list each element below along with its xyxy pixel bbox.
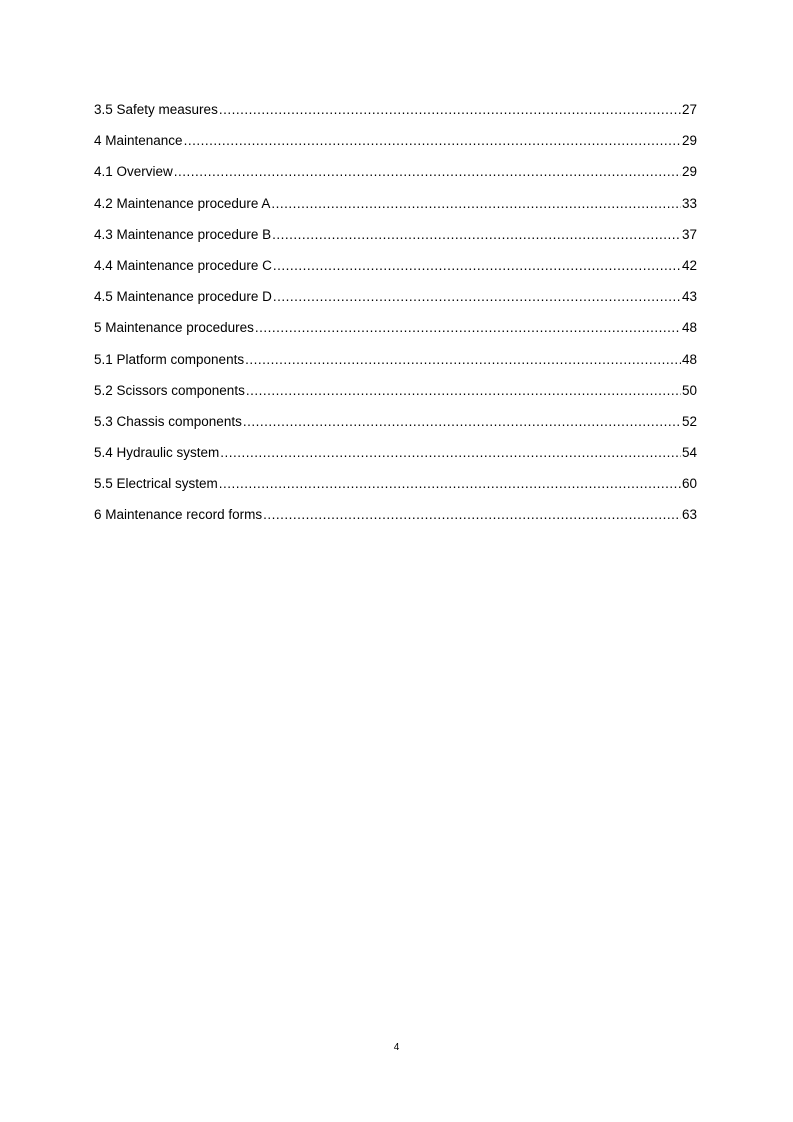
toc-entry[interactable] [94, 473, 697, 504]
toc-entry[interactable] [94, 380, 697, 411]
toc-leader-dots [271, 193, 681, 215]
toc-leader-dots [174, 161, 681, 183]
toc-entry-title: 4.3 Maintenance procedure B [94, 226, 272, 242]
toc-entry[interactable] [94, 286, 697, 317]
toc-entry-page: 52 [681, 413, 697, 429]
toc-entry-page: 37 [681, 226, 697, 242]
toc-entry-title: 4.5 Maintenance procedure D [94, 289, 272, 305]
toc-leader-dots [219, 473, 681, 495]
toc-leader-dots [246, 380, 681, 402]
toc-entry[interactable] [94, 161, 697, 192]
toc-entry-title: 5.1 Platform components [94, 351, 245, 367]
toc-entry[interactable] [94, 193, 697, 224]
toc-leader-dots [263, 504, 681, 526]
toc-entry-title: 6 Maintenance record forms [94, 507, 263, 523]
toc-entry[interactable] [94, 224, 697, 255]
toc-entry[interactable] [94, 504, 697, 535]
toc-entry[interactable] [94, 99, 697, 130]
toc-entry-title: 4.2 Maintenance procedure A [94, 195, 271, 211]
toc-entry[interactable] [94, 349, 697, 380]
toc-leader-dots [184, 130, 681, 152]
toc-leader-dots [273, 286, 681, 308]
toc-entry[interactable] [94, 411, 697, 442]
toc-entry-page: 50 [681, 382, 697, 398]
toc-entry-page: 33 [681, 195, 697, 211]
toc-leader-dots [245, 349, 681, 371]
toc-entry-title: 4 Maintenance [94, 133, 183, 149]
toc-leader-dots [255, 317, 681, 339]
toc-leader-dots [243, 411, 681, 433]
toc-entry-page: 60 [681, 476, 697, 492]
toc-entry-title: 5.4 Hydraulic system [94, 445, 220, 461]
toc-entry-title: 4.4 Maintenance procedure C [94, 257, 272, 273]
toc-entry[interactable] [94, 255, 697, 286]
page-number: 4 [393, 1042, 400, 1053]
toc-entry-page: 48 [681, 351, 697, 367]
toc-entry-title: 5.2 Scissors components [94, 382, 245, 398]
toc-entry-page: 42 [681, 257, 697, 273]
toc-entry[interactable] [94, 317, 697, 348]
toc-entry-title: 3.5 Safety measures [94, 102, 218, 117]
toc-entry[interactable] [94, 442, 697, 473]
toc-entry-page: 29 [681, 133, 697, 149]
toc-entry-page: 27 [681, 102, 697, 117]
toc-leader-dots [273, 255, 681, 277]
toc-leader-dots [272, 224, 681, 246]
toc-entry-page: 29 [681, 164, 697, 180]
toc-leader-dots [220, 442, 681, 464]
toc-entry-page: 54 [681, 445, 697, 461]
toc-entry[interactable] [94, 130, 697, 161]
toc-leader-dots [219, 99, 681, 121]
table-of-contents [94, 99, 697, 536]
toc-entry-title: 5.3 Chassis components [94, 413, 242, 429]
toc-entry-page: 43 [681, 289, 697, 305]
toc-entry-page: 63 [681, 507, 697, 523]
toc-entry-title: 5 Maintenance procedures [94, 320, 254, 336]
toc-entry-title: 5.5 Electrical system [94, 476, 218, 492]
toc-entry-page: 48 [681, 320, 697, 336]
toc-entry-title: 4.1 Overview [94, 164, 173, 180]
